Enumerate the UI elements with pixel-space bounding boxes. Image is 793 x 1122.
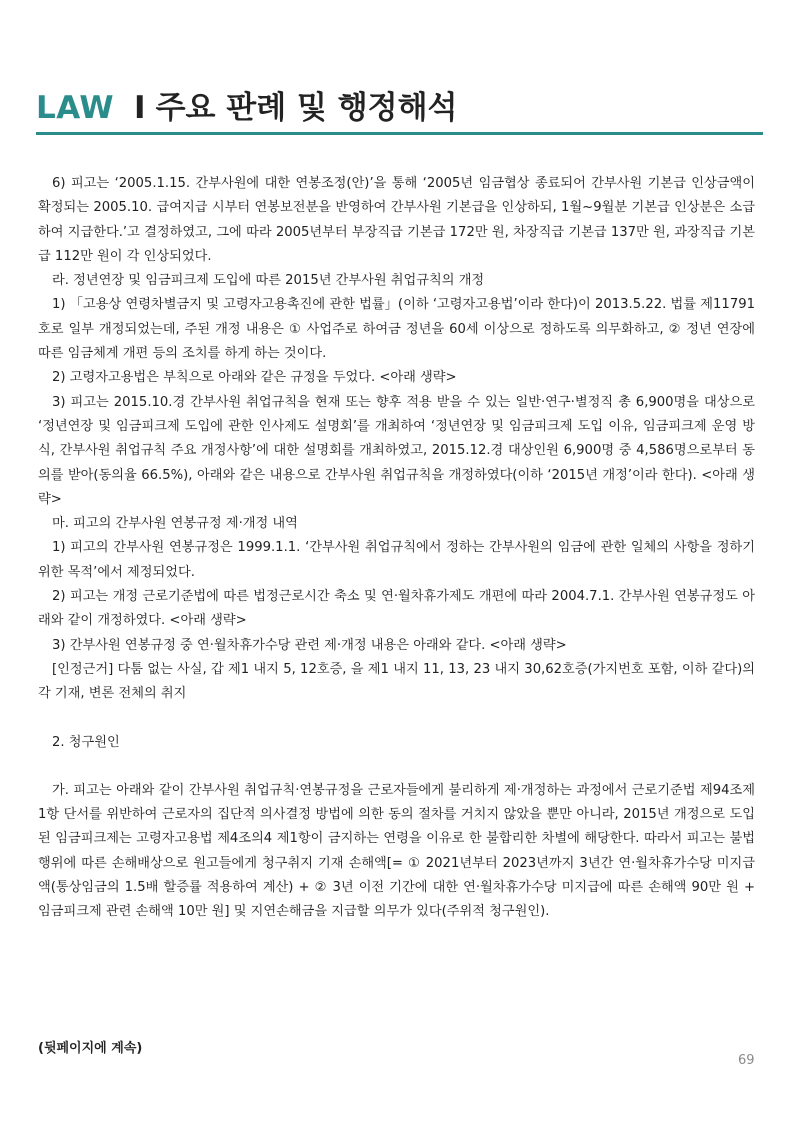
claim-paragraph: 가. 피고는 아래와 같이 간부사원 취업규칙·연봉규정을 근로자들에게 불리하게 제·개정하는 과정에서 근로기준법 제94조제1항 단서를 위반하여 근로자의 집단적 의사결정 방법에 의한 동의 절차를 거치지 않았을 뿐만 아니라, 2015년 개정으로 도입된 임금피크제는 고령자고용법 제4조의4 제1항이 금지하는 연령을 이유로 한 불합리한 차별에 해당한다. 따라서 피고는 불법행위에 따른 손해배상으로 원고들에게 청구취지 기재 손해액[= ① 2021년부터 2023년까지 3년간 연·월차휴가수당 미지급액(통상임금의 1.5배 할증률 적용하여 계산) + ② 3년 이전 기간에 대한 연·월차휴가수당 미지급에 따른 손해액 90만 원 + 임금피크제 관련 손해액 10만 원] 및 지연손해금을 지급할 의무가 있다(주위적 청구원인). bbox=[38, 782, 755, 920]
page-number: 69 bbox=[738, 1053, 755, 1068]
evidence-paragraph: [인정근거] 다툼 없는 사실, 갑 제1 내지 5, 12호증, 을 제1 내지 11, 13, 23 내지 30,62호증(가지번호 포함, 이하 같다)의 각 기재, 변론 전체의 취지 bbox=[38, 661, 755, 702]
subsection-heading: 마. 피고의 간부사원 연봉규정 제·개정 내역 bbox=[52, 516, 298, 532]
spacer bbox=[38, 755, 755, 779]
paragraph: 2) 피고는 개정 근로기준법에 따른 법정근로시간 축소 및 연·월차휴가제도 개편에 따라 2004.7.1. 간부사원 연봉규정도 아래와 같이 개정하였다. <아래 생략> bbox=[38, 589, 755, 629]
header-title-row bbox=[36, 88, 763, 128]
spacer bbox=[38, 707, 755, 731]
paragraph: 1) 피고의 간부사원 연봉규정은 1999.1.1. ‘간부사원 취업규칙에서 정하는 간부사원의 임금에 관한 일체의 사항을 정하기 위한 목적’에서 제정되었다. bbox=[38, 540, 755, 580]
continued-note: (뒷페이지에 계속) bbox=[38, 1041, 143, 1056]
paragraph: 6) 피고는 ‘2005.1.15. 간부사원에 대한 연봉조정(안)’을 통해 ‘2005년 임금협상 종료되어 간부사원 기본급 인상금액이 확정되는 2005.10. 급여지급 시부터 연봉보전분을 반영하여 간부사원 기본급을 인상하되, 1월~9월분 기본급 인상분은 소급하여 지급한다.’고 결정하였고, 그에 따라 2005년부터 부장직급 기본급 172만 원, 차장직급 기본급 137만 원, 과장직급 기본급 112만 원이 각 인상되었다. bbox=[38, 176, 755, 264]
paragraph: 2) 고령자고용법은 부칙으로 아래와 같은 규정을 두었다. <아래 생략> bbox=[52, 370, 457, 386]
subsection-heading: 라. 정년연장 및 임금피크제 도입에 따른 2015년 간부사원 취업규칙의 개정 bbox=[52, 273, 485, 289]
header-separator: I bbox=[134, 90, 146, 126]
document-body bbox=[38, 172, 755, 925]
page-header bbox=[36, 88, 763, 128]
paragraph: 1) 「고용상 연령차별금지 및 고령자고용촉진에 관한 법률」(이하 ‘고령자고용법’이라 한다)이 2013.5.22. 법률 제11791호로 일부 개정되었는데, 주된 개정 내용은 ① 사업주로 하여금 정년을 60세 이상으로 정하도록 의무화하고, ② 정년 연장에 따른 임금체계 개편 등의 조치를 하게 하는 것이다. bbox=[38, 297, 755, 362]
header-divider bbox=[36, 132, 763, 135]
paragraph: 3) 간부사원 연봉규정 중 연·월차휴가수당 관련 제·개정 내용은 아래와 같다. <아래 생략> bbox=[52, 637, 567, 653]
section-label: LAW bbox=[36, 90, 115, 126]
section-heading: 2. 청구원인 bbox=[52, 734, 120, 750]
page-title: 주요 판례 및 행정해석 bbox=[155, 90, 458, 126]
paragraph: 3) 피고는 2015.10.경 간부사원 취업규칙을 현재 또는 향후 적용 받을 수 있는 일반·연구·별정직 총 6,900명을 대상으로 ‘정년연장 및 임금피크제 도입에 관한 인사제도 설명회’를 개최하여 ‘정년연장 및 임금피크제 도입 이유, 임금피크제 운영 방식, 간부사원 취업규칙 주요 개정사항’에 대한 설명회를 개최하였고, 2015.12.경 대상인원 6,900명 중 4,586명으로부터 동의를 받아(동의율 66.5%), 아래와 같은 내용으로 간부사원 취업규칙을 개정하였다(이하 ‘2015년 개정’이라 한다). <아래 생략> bbox=[38, 394, 755, 507]
